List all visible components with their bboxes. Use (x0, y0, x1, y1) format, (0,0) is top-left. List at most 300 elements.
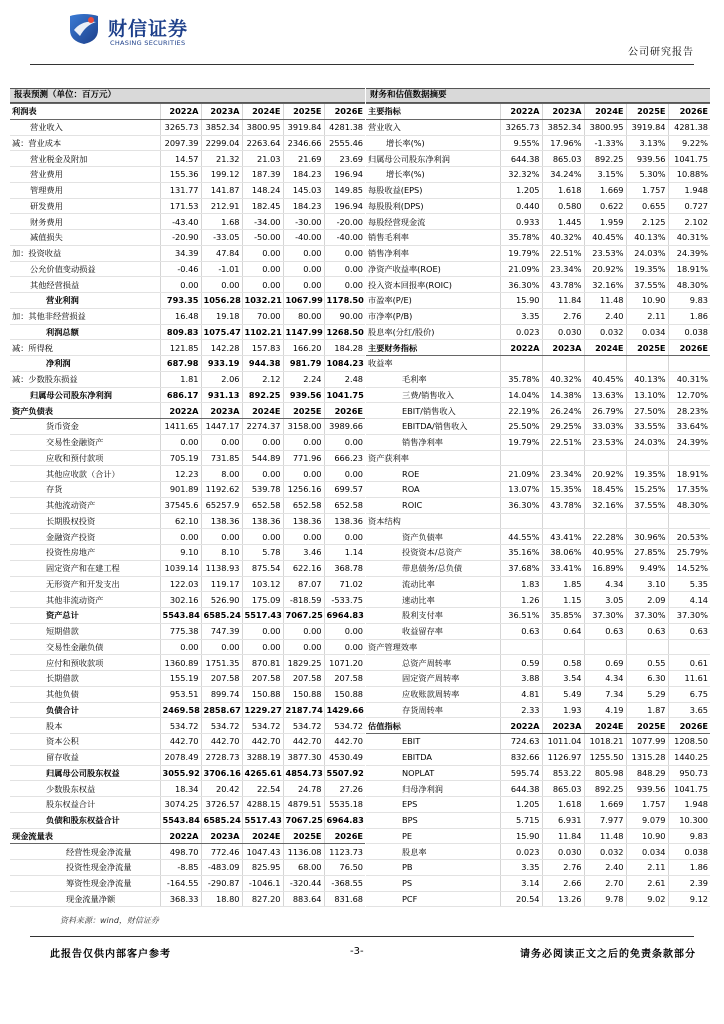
row-value: -483.09 (201, 860, 242, 876)
table-row (366, 686, 710, 702)
row-value: 207.58 (201, 671, 242, 687)
table-row (366, 167, 710, 183)
row-label: 货币资金 (10, 419, 160, 435)
row-value: 40.13% (626, 230, 668, 246)
row-label: 归属母公司股东权益 (10, 765, 160, 781)
year-header: 2025E (626, 340, 668, 356)
section-header-row (366, 340, 710, 356)
row-value: 825.95 (242, 860, 283, 876)
row-label: 资产获利率 (366, 450, 500, 466)
row-label: 加：投资收益 (10, 245, 160, 261)
row-value: 22.51% (542, 434, 584, 450)
row-value: 3726.57 (201, 797, 242, 813)
table-row (366, 387, 710, 403)
row-value: 0.00 (242, 277, 283, 293)
table-row (366, 230, 710, 246)
year-header: 2026E (324, 104, 365, 120)
row-value: 1041.75 (668, 781, 710, 797)
row-value: 5517.43 (242, 812, 283, 828)
row-label: 负债和股东权益合计 (10, 812, 160, 828)
row-value: 4.14 (668, 592, 710, 608)
row-value: 699.57 (324, 482, 365, 498)
section-header-row (366, 104, 710, 120)
table-row (10, 671, 365, 687)
data-source-note: 资料来源：wind，财信证券 (60, 916, 159, 925)
row-value: 892.25 (584, 781, 626, 797)
row-value: 3158.00 (283, 419, 324, 435)
year-header: 2024E (584, 104, 626, 120)
row-value: 498.70 (160, 844, 201, 860)
row-value: 1255.50 (584, 749, 626, 765)
row-value: 0.440 (500, 198, 542, 214)
row-label: EPS (366, 797, 500, 813)
year-header: 2026E (668, 718, 710, 734)
row-value: 793.35 (160, 293, 201, 309)
row-value: 150.88 (283, 686, 324, 702)
table-row (10, 812, 365, 828)
section-header-row (10, 403, 365, 419)
row-value: 831.68 (324, 891, 365, 907)
table-row (10, 844, 365, 860)
row-value: 0.00 (201, 639, 242, 655)
row-value: 2.24 (283, 371, 324, 387)
table-row (366, 576, 710, 592)
row-label: 留存收益 (10, 749, 160, 765)
company-logo-icon (66, 10, 102, 46)
row-value: -818.59 (283, 592, 324, 608)
table-row (10, 765, 365, 781)
row-label: 销售毛利率 (366, 230, 500, 246)
row-value (542, 450, 584, 466)
row-value: 2274.37 (242, 419, 283, 435)
row-label: 资产负债率 (366, 529, 500, 545)
row-value: 11.84 (542, 293, 584, 309)
row-value: 182.45 (242, 198, 283, 214)
table-row (366, 293, 710, 309)
row-value: 0.00 (283, 245, 324, 261)
row-value: 3.10 (626, 576, 668, 592)
row-value: 11.48 (584, 293, 626, 309)
table-row (10, 387, 365, 403)
row-value: 20.54 (500, 891, 542, 907)
valuation-table-panel (366, 88, 710, 907)
row-value: 35.16% (500, 545, 542, 561)
row-value: 13.10% (626, 387, 668, 403)
row-value: 23.53% (584, 434, 626, 450)
row-value: 3.14 (500, 875, 542, 891)
row-value: 9.83 (668, 293, 710, 309)
row-value: 6.30 (626, 671, 668, 687)
row-value: 171.53 (160, 198, 201, 214)
row-value: 32.32% (500, 167, 542, 183)
row-value: 14.57 (160, 151, 201, 167)
row-value: 155.19 (160, 671, 201, 687)
row-value: 865.03 (542, 151, 584, 167)
year-header: 2023A (542, 340, 584, 356)
row-value (584, 450, 626, 466)
table-row (366, 828, 710, 844)
row-value: 0.00 (324, 261, 365, 277)
row-value: 0.00 (283, 434, 324, 450)
row-value: 0.00 (242, 261, 283, 277)
row-value: 119.17 (201, 576, 242, 592)
row-value: 142.28 (201, 340, 242, 356)
row-value: 1.83 (500, 576, 542, 592)
row-value: 1440.25 (668, 749, 710, 765)
row-value: 1.93 (542, 702, 584, 718)
row-value: 705.19 (160, 450, 201, 466)
row-value: 7067.25 (283, 608, 324, 624)
row-label: 长期股权投资 (10, 513, 160, 529)
row-value: 875.54 (242, 560, 283, 576)
row-value: 90.00 (324, 308, 365, 324)
row-value (626, 450, 668, 466)
table-row (366, 466, 710, 482)
table-row (366, 450, 710, 466)
row-value: 0.63 (500, 623, 542, 639)
row-value: 184.23 (283, 198, 324, 214)
row-value: -290.87 (201, 875, 242, 891)
row-label: 带息债务/总负债 (366, 560, 500, 576)
table-row (366, 245, 710, 261)
row-value: 3.54 (542, 671, 584, 687)
row-value: 1.205 (500, 797, 542, 813)
table-row (10, 513, 365, 529)
row-label: ROA (366, 482, 500, 498)
row-value: 0.00 (160, 277, 201, 293)
row-value: 62.10 (160, 513, 201, 529)
row-value: 1041.75 (668, 151, 710, 167)
row-value (584, 639, 626, 655)
row-value: 22.54 (242, 781, 283, 797)
table-row (366, 623, 710, 639)
row-value: 2555.46 (324, 135, 365, 151)
row-value: 37.68% (500, 560, 542, 576)
row-value: 2858.67 (201, 702, 242, 718)
table-row (366, 891, 710, 907)
row-value: -164.55 (160, 875, 201, 891)
section-header-label: 资产负债表 (10, 403, 160, 419)
table-row (10, 529, 365, 545)
row-value: 1.757 (626, 797, 668, 813)
row-value: 6585.24 (201, 608, 242, 624)
row-value: 47.84 (201, 245, 242, 261)
row-value: 138.36 (324, 513, 365, 529)
brand-name-cn: 财信证券 (108, 18, 189, 40)
row-value: 644.38 (500, 781, 542, 797)
row-label: 筹资性现金净流量 (10, 875, 160, 891)
table-row (366, 639, 710, 655)
row-value: 3919.84 (283, 119, 324, 135)
row-value: 20.42 (201, 781, 242, 797)
row-value: 138.36 (201, 513, 242, 529)
table-row (10, 356, 365, 372)
section-header-row (366, 718, 710, 734)
row-value: 3919.84 (626, 119, 668, 135)
row-value: 805.98 (584, 765, 626, 781)
row-value: 931.13 (201, 387, 242, 403)
row-value: 1138.93 (201, 560, 242, 576)
row-value: 35.78% (500, 371, 542, 387)
row-value: 1.85 (542, 576, 584, 592)
row-value: 18.91% (668, 466, 710, 482)
table-row (10, 340, 365, 356)
row-value: 3055.92 (160, 765, 201, 781)
row-label: 减值损失 (10, 230, 160, 246)
row-value: 2.11 (626, 308, 668, 324)
row-value: 666.23 (324, 450, 365, 466)
row-value: 18.45% (584, 482, 626, 498)
year-header: 2023A (542, 104, 584, 120)
row-value: 950.73 (668, 765, 710, 781)
row-value: 2097.39 (160, 135, 201, 151)
row-label: 收益率 (366, 356, 500, 372)
row-label: 交易性金融资产 (10, 434, 160, 450)
row-value: 138.36 (242, 513, 283, 529)
row-value: 442.70 (283, 734, 324, 750)
row-value: 33.64% (668, 419, 710, 435)
row-value: 4.81 (500, 686, 542, 702)
row-value: 23.34% (542, 261, 584, 277)
row-value: 7067.25 (283, 812, 324, 828)
row-value: 71.02 (324, 576, 365, 592)
row-value (542, 513, 584, 529)
row-value: 20.92% (584, 261, 626, 277)
row-value: 1192.62 (201, 482, 242, 498)
row-value: 0.00 (283, 639, 324, 655)
table-row (10, 545, 365, 561)
row-value: 18.34 (160, 781, 201, 797)
row-value: 539.78 (242, 482, 283, 498)
row-value: 1077.99 (626, 734, 668, 750)
row-value: 70.00 (242, 308, 283, 324)
row-value: 2.40 (584, 860, 626, 876)
table-row (10, 686, 365, 702)
table-row (10, 781, 365, 797)
row-value: 13.63% (584, 387, 626, 403)
row-value (626, 639, 668, 655)
row-value: 150.88 (242, 686, 283, 702)
table-row (10, 308, 365, 324)
row-value: 34.24% (542, 167, 584, 183)
row-value: 26.79% (584, 403, 626, 419)
row-value: 1.618 (542, 797, 584, 813)
row-value: 9.10 (160, 545, 201, 561)
row-value: 1.948 (668, 182, 710, 198)
row-label: EBIT (366, 734, 500, 750)
row-value: 29.25% (542, 419, 584, 435)
row-label: 减：营业成本 (10, 135, 160, 151)
row-value: 187.39 (242, 167, 283, 183)
row-value: 1315.28 (626, 749, 668, 765)
row-value: 19.79% (500, 434, 542, 450)
row-value: 3.65 (668, 702, 710, 718)
table-row (10, 592, 365, 608)
table-row (366, 749, 710, 765)
year-header: 2025E (283, 403, 324, 419)
row-value: 0.61 (668, 655, 710, 671)
row-value: 1123.73 (324, 844, 365, 860)
row-value: 3989.66 (324, 419, 365, 435)
row-value: 0.00 (283, 466, 324, 482)
row-value: 0.030 (542, 324, 584, 340)
row-value: 1102.21 (242, 324, 283, 340)
row-value: 40.32% (542, 371, 584, 387)
row-value: 20.92% (584, 466, 626, 482)
table-row (366, 513, 710, 529)
table-row (10, 245, 365, 261)
row-label: PCF (366, 891, 500, 907)
row-value: 853.22 (542, 765, 584, 781)
row-value: 870.81 (242, 655, 283, 671)
row-value: -533.75 (324, 592, 365, 608)
row-value: 1.959 (584, 214, 626, 230)
row-value: 0.00 (283, 277, 324, 293)
section-header-label: 估值指标 (366, 718, 500, 734)
row-label: 投资性房地产 (10, 545, 160, 561)
row-value: 2.06 (201, 371, 242, 387)
row-value: 534.72 (201, 718, 242, 734)
row-value: 652.58 (242, 497, 283, 513)
row-value: 7.977 (584, 812, 626, 828)
row-value: 442.70 (201, 734, 242, 750)
row-value: 24.03% (626, 245, 668, 261)
year-header: 2025E (626, 104, 668, 120)
table-row (366, 592, 710, 608)
row-value: 27.26 (324, 781, 365, 797)
row-value (500, 450, 542, 466)
row-value: 166.20 (283, 340, 324, 356)
year-header: 2025E (283, 104, 324, 120)
table-row (10, 466, 365, 482)
year-header: 2022A (500, 340, 542, 356)
row-value: 1032.21 (242, 293, 283, 309)
forecast-table (10, 103, 365, 907)
row-value: 809.83 (160, 324, 201, 340)
row-value: 13.07% (500, 482, 542, 498)
row-value: 9.12 (668, 891, 710, 907)
row-value: 207.58 (283, 671, 324, 687)
row-label: 存货周转率 (366, 702, 500, 718)
row-value: 19.79% (500, 245, 542, 261)
row-value: 9.78 (584, 891, 626, 907)
footer-disclaimer-left: 此报告仅供内部客户参考 (50, 949, 171, 960)
row-value: 2.66 (542, 875, 584, 891)
row-value: 148.24 (242, 182, 283, 198)
row-value: 25.50% (500, 419, 542, 435)
row-value: 32.16% (584, 497, 626, 513)
table-row (366, 277, 710, 293)
row-value: 33.55% (626, 419, 668, 435)
row-label: 每股经营现金流 (366, 214, 500, 230)
row-label: 投资性现金净流量 (10, 860, 160, 876)
table-row (366, 403, 710, 419)
row-value: 9.02 (626, 891, 668, 907)
row-value: 207.58 (324, 671, 365, 687)
row-value: 14.04% (500, 387, 542, 403)
year-header: 2022A (160, 403, 201, 419)
table-row (366, 497, 710, 513)
year-header: 2024E (242, 104, 283, 120)
row-value: 21.69 (283, 151, 324, 167)
row-value: 0.58 (542, 655, 584, 671)
row-value: 24.03% (626, 434, 668, 450)
row-value: 0.038 (668, 844, 710, 860)
table-row (10, 198, 365, 214)
forecast-table-panel (10, 88, 365, 907)
row-value: 944.38 (242, 356, 283, 372)
row-value: 0.655 (626, 198, 668, 214)
row-value: 771.96 (283, 450, 324, 466)
row-label: 股利支付率 (366, 608, 500, 624)
row-value: 5.30% (626, 167, 668, 183)
table-row (366, 419, 710, 435)
page-header (0, 0, 724, 70)
row-value: 35.85% (542, 608, 584, 624)
row-value: 13.26 (542, 891, 584, 907)
table-row (366, 765, 710, 781)
row-label: NOPLAT (366, 765, 500, 781)
row-value: 27.50% (626, 403, 668, 419)
row-value: 981.79 (283, 356, 324, 372)
row-value: 17.96% (542, 135, 584, 151)
row-value: 1.14 (324, 545, 365, 561)
row-value (668, 450, 710, 466)
table-row (366, 797, 710, 813)
row-value: 5535.18 (324, 797, 365, 813)
row-value: 368.33 (160, 891, 201, 907)
row-value: 0.00 (242, 466, 283, 482)
row-value: 43.78% (542, 277, 584, 293)
row-label: 收益留存率 (366, 623, 500, 639)
row-value: 11.48 (584, 828, 626, 844)
row-value: 4879.51 (283, 797, 324, 813)
row-label: 资本结构 (366, 513, 500, 529)
header-divider (30, 64, 694, 65)
row-value: 131.77 (160, 182, 201, 198)
row-value: 302.16 (160, 592, 201, 608)
row-value: 0.63 (584, 623, 626, 639)
row-value: 150.88 (324, 686, 365, 702)
row-value: 747.39 (201, 623, 242, 639)
row-value: 22.28% (584, 529, 626, 545)
row-value: 595.74 (500, 765, 542, 781)
row-label: 市净率(P/B) (366, 308, 500, 324)
row-value: 38.06% (542, 545, 584, 561)
row-value: 534.72 (324, 718, 365, 734)
row-value: 21.03 (242, 151, 283, 167)
row-value: 6.75 (668, 686, 710, 702)
row-value: 43.41% (542, 529, 584, 545)
row-value: -1.01 (201, 261, 242, 277)
row-value: 24.39% (668, 434, 710, 450)
row-value: 28.23% (668, 403, 710, 419)
year-header: 2026E (324, 403, 365, 419)
table-row (366, 308, 710, 324)
brand-name-en: CHASING SECURITIES (110, 39, 186, 47)
row-value: 36.51% (500, 608, 542, 624)
row-value: 2299.04 (201, 135, 242, 151)
row-value: 155.36 (160, 167, 201, 183)
row-value: 3265.73 (160, 119, 201, 135)
row-value: 2346.66 (283, 135, 324, 151)
table-row (10, 135, 365, 151)
row-label: 股息率 (366, 844, 500, 860)
row-value: 1751.35 (201, 655, 242, 671)
row-label: 经营性现金净流量 (10, 844, 160, 860)
row-value: 3.15% (584, 167, 626, 183)
row-value: 68.00 (283, 860, 324, 876)
